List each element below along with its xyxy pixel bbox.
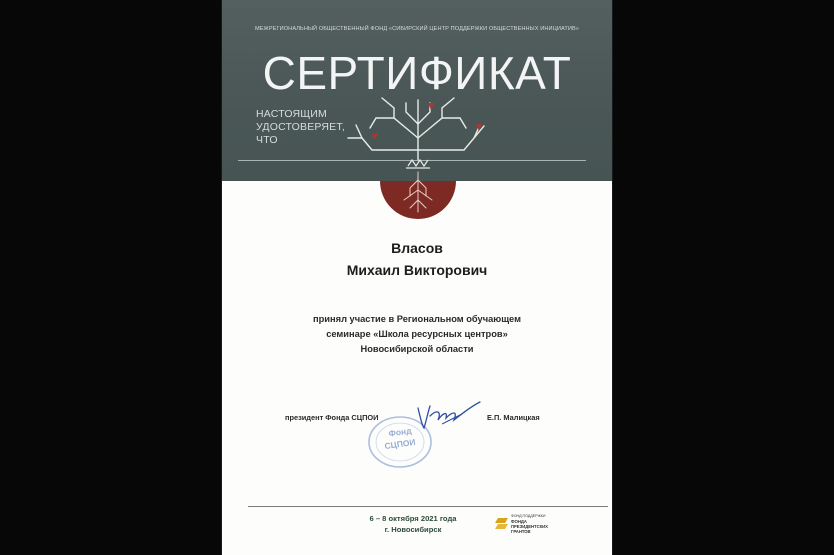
- stamp-text-top: Фонд: [387, 425, 413, 439]
- presidential-grants-logo: [495, 513, 585, 537]
- grants-logo-line-4: ГРАНТОВ: [511, 529, 531, 534]
- footer-divider: [248, 506, 608, 507]
- signatory-position: президент Фонда СЦПОИ: [285, 413, 379, 422]
- signature-mark: [412, 398, 484, 432]
- grants-logo-line-3: ПРЕЗИДЕНТСКИХ: [511, 524, 548, 529]
- certify-line-3: ЧТО: [256, 134, 278, 146]
- grants-logo-text: [511, 514, 548, 534]
- recipient-surname: Власов: [391, 240, 443, 256]
- certificate-page: [222, 0, 612, 555]
- event-dates: 6 – 8 октября 2021 года: [369, 514, 457, 523]
- certificate-title: СЕРТИФИКАТ: [262, 47, 572, 99]
- tree-emblem-icon: [222, 0, 612, 230]
- grants-logo-line-2: ФОНДА: [511, 519, 527, 524]
- event-place: г. Новосибирск: [384, 525, 442, 534]
- recipient-given-names: Михаил Викторович: [346, 262, 488, 278]
- grants-logo-line-1: ФОНД ПОДДЕРЖКИ: [511, 514, 546, 518]
- organization-name: МЕЖРЕГИОНАЛЬНЫЙ ОБЩЕСТВЕННЫЙ ФОНД «СИБИРСКИЙ ЦЕНТР ПОДДЕРЖКИ ОБЩЕСТВЕННЫХ ИНИЦИАТИВ»: [254, 26, 580, 32]
- certify-line-1: НАСТОЯЩИМ: [256, 108, 327, 120]
- grants-logo-icon: [495, 516, 509, 530]
- signatory-name: Е.П. Малицкая: [487, 413, 540, 422]
- description-line-3: Новосибирской области: [360, 344, 474, 354]
- description-line-1: принял участие в Региональном обучающем: [313, 314, 521, 324]
- certify-line-2: УДОСТОВЕРЯЕТ,: [256, 121, 345, 133]
- certificate-description: [222, 312, 612, 357]
- description-line-2: семинаре «Школа ресурсных центров»: [326, 329, 508, 339]
- stamp-text-bottom: СЦПОИ: [383, 436, 417, 452]
- event-info: [358, 513, 468, 535]
